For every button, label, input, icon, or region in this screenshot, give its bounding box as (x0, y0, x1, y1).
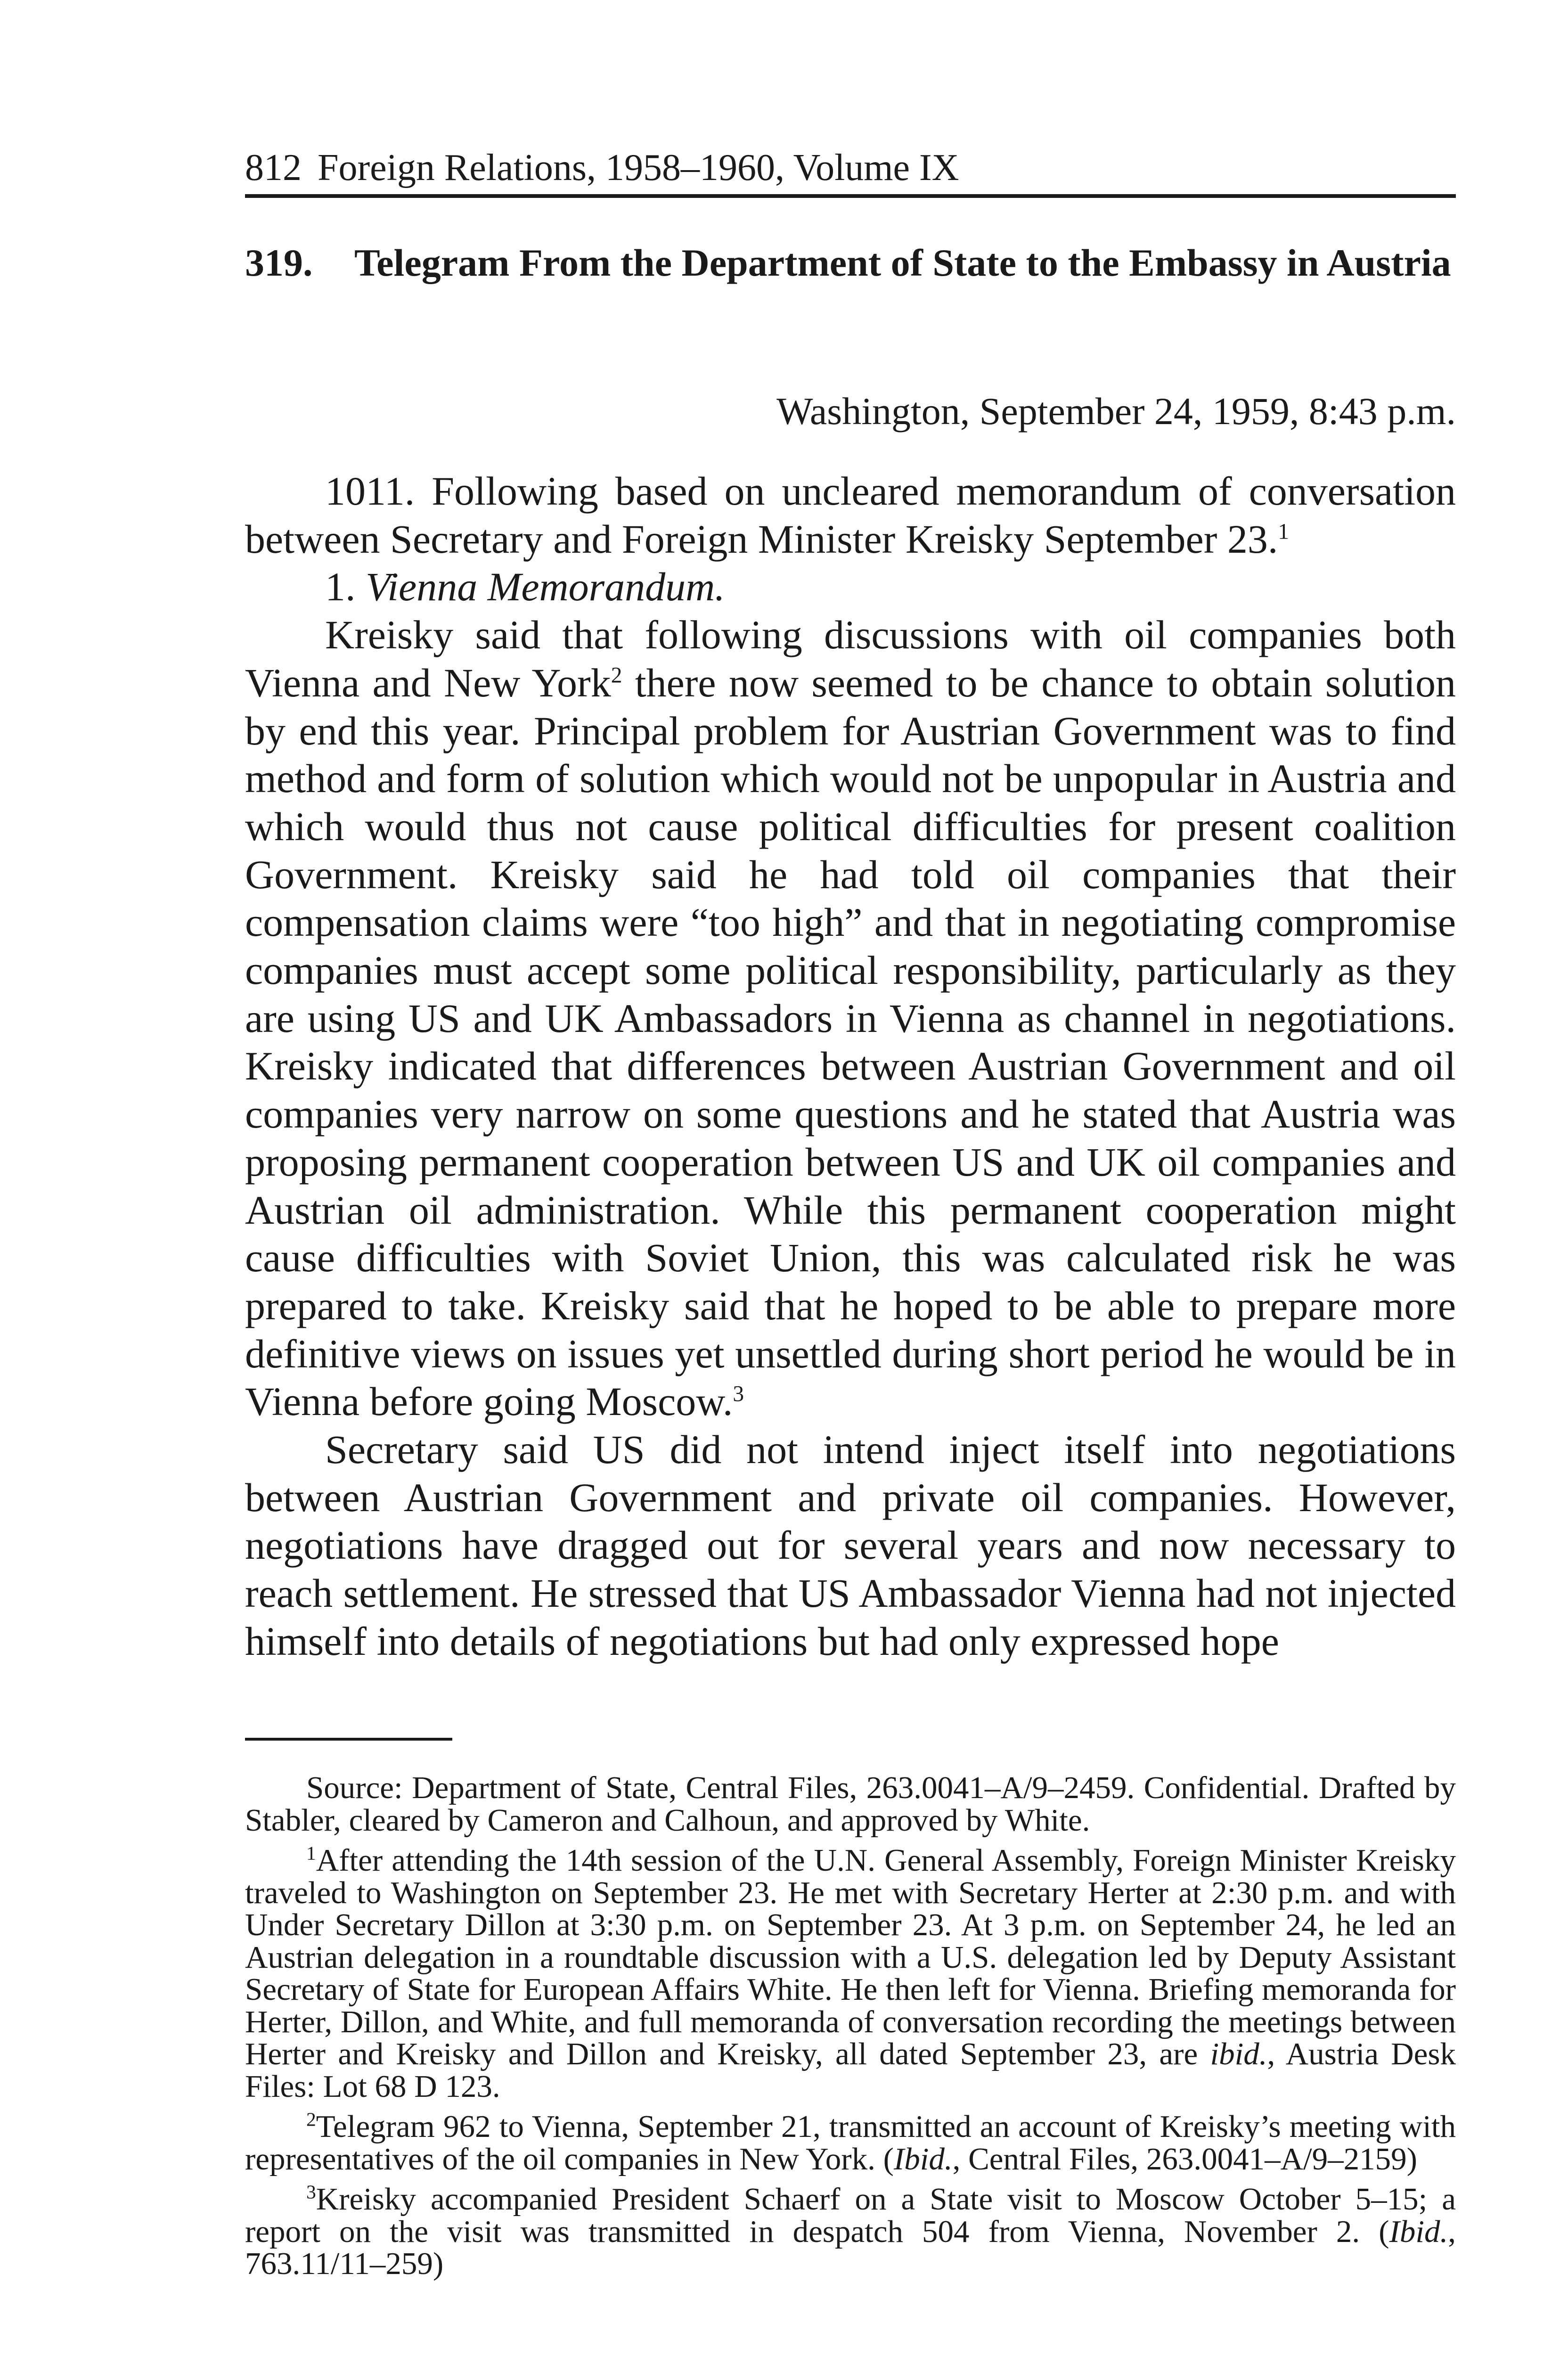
body-paragraph-secretary (245, 1426, 1456, 1666)
footnote-1 (245, 1844, 1456, 2102)
footnote-2-text-b: , Central Files, 263.0041–A/9–2159) (952, 2141, 1417, 2176)
document-number: 319. (245, 241, 313, 284)
body-paragraph-intro (245, 467, 1456, 563)
footnote-ref-2: 2 (611, 663, 622, 688)
footnote-2-number: 2 (306, 2108, 316, 2130)
footnote-2 (245, 2108, 1456, 2176)
running-head (245, 145, 1451, 190)
footnote-3 (245, 2183, 1456, 2280)
volume-title: Foreign Relations, 1958–1960, Volume IX (318, 147, 959, 188)
footnote-1-ibid: ibid. (1210, 2037, 1267, 2071)
footnote-3-text-a: Kreisky accompanied President Schaerf on a State visit to Moscow October 5–15; a report on the visit was transmitted in despatch 504 from Vienna, November 2. ( (245, 2182, 1456, 2249)
footnote-1-text-a: After attending the 14th session of the U.N. General Assembly, Foreign Minister Kreisky traveled to Washington on September 23. He met with Secretary Herter at 2:30 p.m. and with Under Secretary Dillon at 3:30 p.m. on September 23. At 3 p.m. on September 24, he led an Austrian delegation in a roundtable discussion with a U.S. delegation led by Deputy Assistant Secretary of State for European Affairs White. He then left for Vienna. Briefing memoranda for Herter, Dillon, and White, and full memoranda of conversation recording the meetings between Herter and Kreisky and Dillon and Kreisky, all dated September 23, are (245, 1843, 1456, 2071)
page-number: 812 (245, 147, 302, 188)
kreisky-text-a: Kreisky said that following discussions with oil companies both Vienna and New York (245, 612, 1456, 705)
intro-text: 1011. Following based on uncleared memorandum of conversation between Secretary and Foreign Minister Kreisky September 23. (245, 468, 1456, 562)
section-number: 1. (325, 564, 366, 610)
footnote-3-number: 3 (306, 2181, 316, 2203)
footnote-ref-3: 3 (733, 1382, 744, 1407)
telegram-body (245, 467, 1456, 1666)
header-rule (245, 194, 1456, 198)
footnote-2-ibid: Ibid. (893, 2141, 953, 2176)
body-paragraph-section (245, 563, 1456, 611)
footnotes (245, 1772, 1456, 2288)
footnote-1-number: 1 (306, 1842, 316, 1864)
footnote-3-text-b: , 763.11/11–259) (245, 2214, 1456, 2281)
dateline: Washington, September 24, 1959, 8:43 p.m. (776, 390, 1456, 433)
footnote-3-ibid: Ibid. (1389, 2214, 1448, 2249)
footnote-rule (245, 1738, 452, 1741)
body-paragraph-kreisky (245, 611, 1456, 1426)
footnote-source: Source: Department of State, Central Files, 263.0041–A/9–2459. Confidential. Drafted by Stabler, cleared by Cameron and Calhoun, and approved by White. (245, 1770, 1456, 1838)
document-title: Telegram From the Department of State to the Embassy in Austria (354, 241, 1451, 284)
document-heading (245, 238, 1456, 288)
secretary-text: Secretary said US did not intend inject itself into negotiations between Austrian Government and private oil companies. However, negotiations have dragged out for several years and now necessary to reach settlement. He stressed that US Ambassador Vienna had not injected himself into details of negotiations but had only expressed hope (245, 1427, 1456, 1664)
kreisky-text-b: there now seemed to be chance to obtain solution by end this year. Principal problem for Austrian Government was to find method and form of solution which would not be unpopular in Austria and which would thus not cause political difficulties for present coalition Government. Kreisky said he had told oil companies that their compensation claims were “too high” and that in negotiating compromise companies must accept some political responsibility, particularly as they are using US and UK Ambassadors in Vienna as channel in negotiations. Kreisky indicated that differences between Austrian Government and oil companies very narrow on some questions and he stated that Austria was proposing permanent cooperation between US and UK oil companies and Austrian oil administration. While this permanent cooperation might cause difficulties with Soviet Union, this was calculated risk he was prepared to take. Kreisky said that he hoped to be able to prepare more definitive views on issues yet unsettled during short period he would be in Vienna before going Moscow. (245, 660, 1456, 1424)
footnote-2-text-a: Telegram 962 to Vienna, September 21, transmitted an account of Kreisky’s meeting with representatives of the oil companies in New York. ( (245, 2109, 1456, 2176)
footnote-1-text-b: , Austria Desk Files: Lot 68 D 123. (245, 2037, 1456, 2104)
section-title: Vienna Memorandum. (366, 564, 725, 610)
footnote-ref-1: 1 (1278, 519, 1290, 544)
